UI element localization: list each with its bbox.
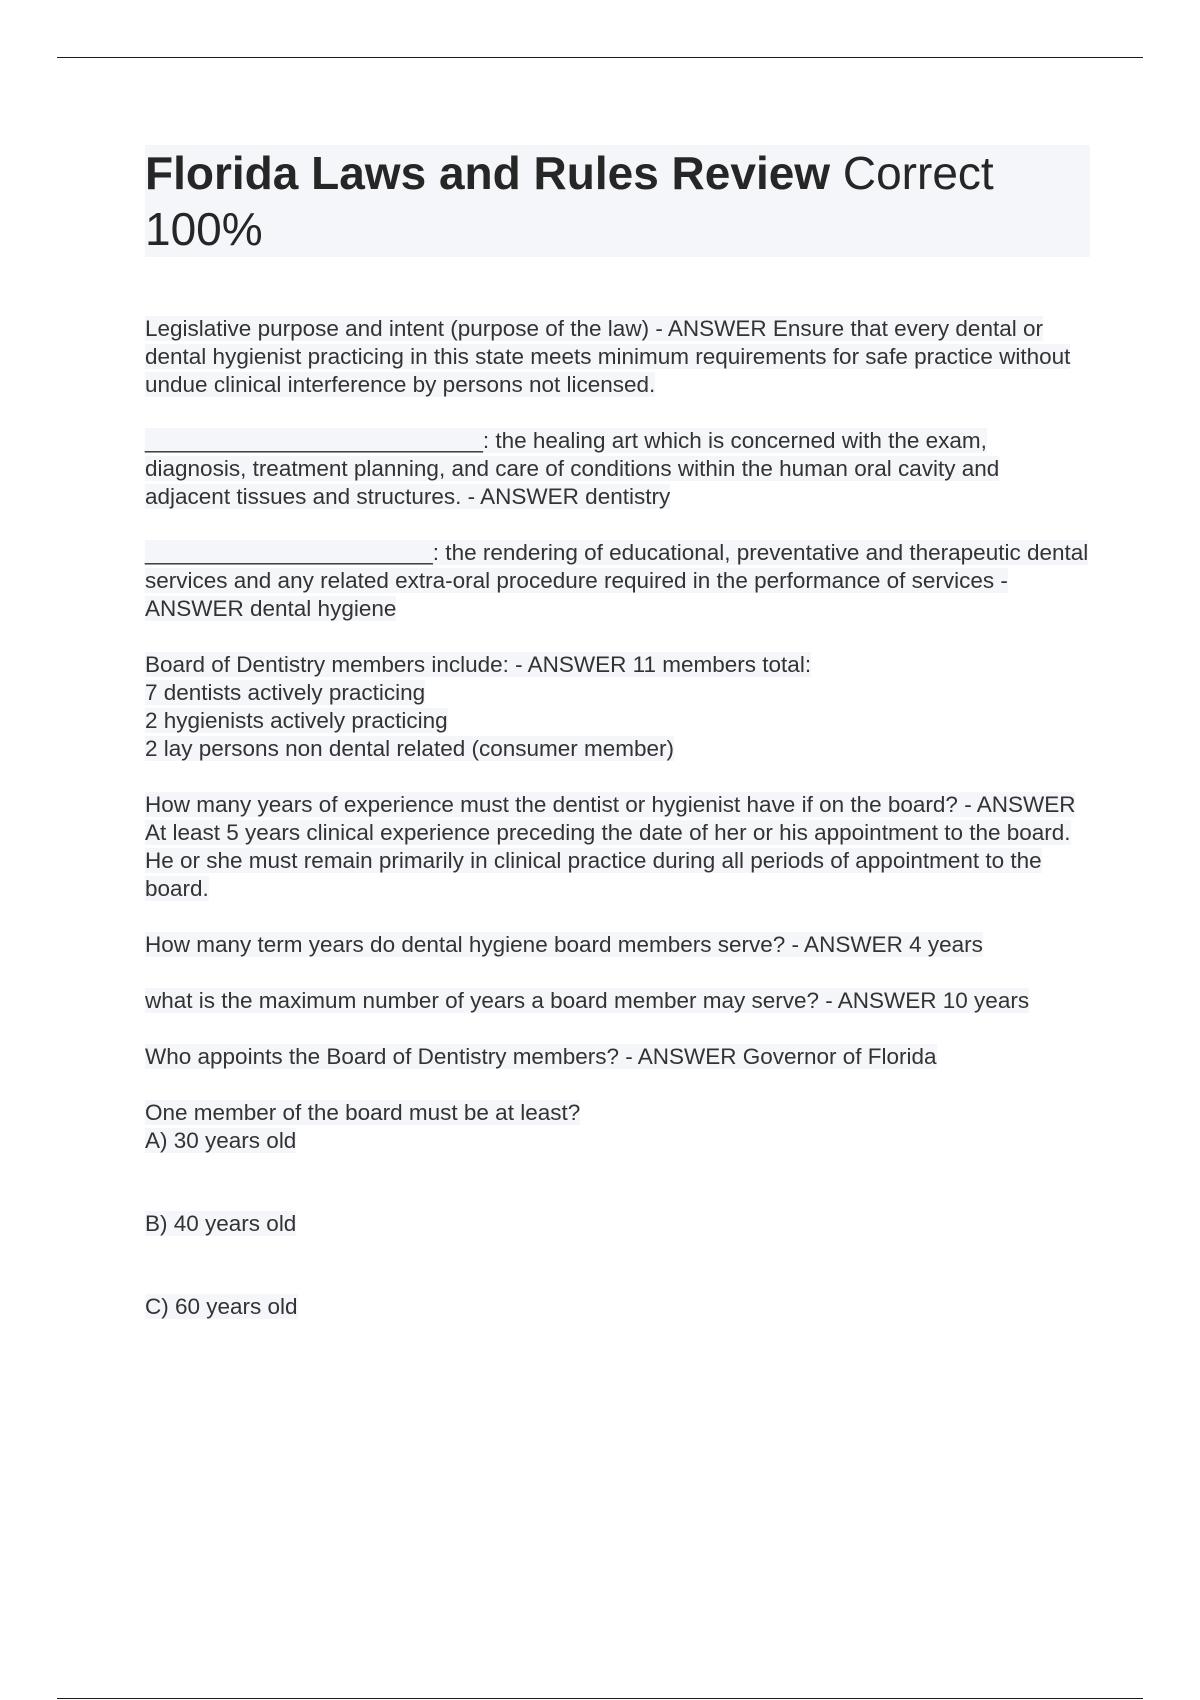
qa-line-text: One member of the board must be at least?	[145, 1100, 581, 1125]
qa-line	[145, 791, 1090, 847]
qa-text: ___________________________: the healing art which is concerned with the exam, diagnosis, treatment planning, and care of conditions within the human oral cavity and adjacent tissues and structures. - ANSWER dentistry	[145, 428, 1000, 509]
qa-line-text: 2 lay persons non dental related (consumer member)	[145, 736, 675, 761]
title-normal-part: Correct 100%	[145, 147, 994, 255]
qa-line-text: Board of Dentistry members include: - ANSWER 11 members total:	[145, 652, 812, 677]
option-text: B) 40 years old	[145, 1211, 297, 1236]
qa-item-max-years	[145, 987, 1090, 1015]
qa-line-text: 2 hygienists actively practicing	[145, 708, 448, 733]
answer-option	[145, 1293, 1090, 1321]
qa-item-term-years	[145, 931, 1090, 959]
title-bold-part: Florida Laws and Rules Review	[145, 147, 831, 199]
qa-text: what is the maximum number of years a board member may serve? - ANSWER 10 years	[145, 988, 1030, 1013]
qa-line	[145, 651, 1090, 679]
qa-item-experience	[145, 791, 1090, 903]
answer-option	[145, 1210, 1090, 1238]
qa-line	[145, 679, 1090, 707]
qa-text: Who appoints the Board of Dentistry members? - ANSWER Governor of Florida	[145, 1044, 937, 1069]
option-text: C) 60 years old	[145, 1294, 298, 1319]
qa-line	[145, 1099, 1090, 1127]
top-rule	[57, 57, 1143, 58]
qa-line-text: He or she must remain primarily in clinical practice during all periods of appointment to the board.	[145, 848, 1042, 901]
qa-line	[145, 707, 1090, 735]
qa-line-text: 7 dentists actively practicing	[145, 680, 426, 705]
qa-text: _______________________: the rendering of educational, preventative and therapeutic dental services and any related extra-oral procedure required in the performance of services - ANSWER dental hygiene	[145, 540, 1089, 621]
document-title	[145, 145, 1090, 257]
qa-item-age-question	[145, 1099, 1090, 1321]
qa-item-board-members	[145, 651, 1090, 763]
qa-item-dentistry	[145, 427, 1090, 511]
qa-line	[145, 735, 1090, 763]
qa-line-text: A) 30 years old	[145, 1128, 297, 1153]
spacer	[145, 1155, 1090, 1210]
qa-item-dental-hygiene	[145, 539, 1090, 623]
qa-item-appoints	[145, 1043, 1090, 1071]
qa-item-legislative-purpose	[145, 315, 1090, 399]
qa-line	[145, 1127, 1090, 1155]
qa-line	[145, 847, 1090, 903]
spacer	[145, 1238, 1090, 1293]
document-body	[145, 145, 1090, 1349]
qa-line-text: How many years of experience must the dentist or hygienist have if on the board? - ANSWER At least 5 years clinical experience preceding the date of her or his appointment to the board.	[145, 792, 1076, 845]
qa-text: Legislative purpose and intent (purpose of the law) - ANSWER Ensure that every dental or dental hygienist practicing in this state meets minimum requirements for safe practice without undue clinical interference by persons not licensed.	[145, 316, 1071, 397]
qa-text: How many term years do dental hygiene board members serve? - ANSWER 4 years	[145, 932, 983, 957]
bottom-rule	[57, 1698, 1143, 1699]
